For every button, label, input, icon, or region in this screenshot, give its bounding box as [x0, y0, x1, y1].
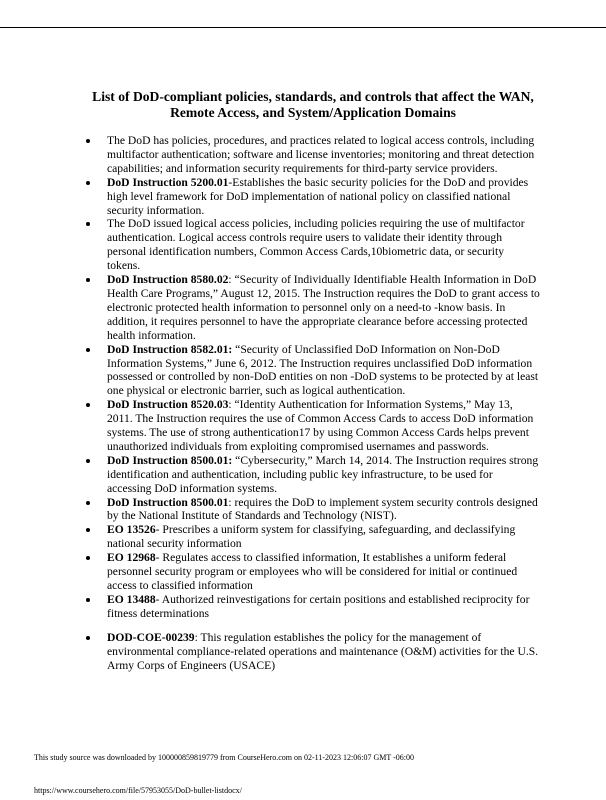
list-item [86, 593, 540, 621]
item-text: - Authorized reinvestigations for certain positions and established reciprocity for fitness determinations [107, 592, 530, 620]
list-item [86, 273, 540, 343]
list-item [86, 217, 540, 273]
bullet-icon [86, 598, 90, 602]
item-term: EO 12968 [107, 551, 156, 565]
list-item [86, 551, 540, 593]
item-term: EO 13488 [107, 592, 156, 606]
list-item [86, 631, 540, 673]
header-rule [0, 27, 606, 28]
item-text: : This regulation establishes the policy for the management of environmental compliance-related operations and maintenance (O&M) activities for the U.S. Army Corps of Engineers (USACE) [107, 630, 539, 672]
bullet-icon [86, 501, 90, 505]
item-text: : “Security of Individually Identifiable Health Information in DoD Health Care Programs,” August 12, 2015. The Instruction requires the DoD to grant access to electronic protected health information to personnel only on a need-to -know basis. In addition, it requires personnel to have the appropriate clearance before accessing protected health information. [107, 273, 540, 342]
bullet-icon [86, 348, 90, 352]
source-url: https://www.coursehero.com/file/57953055/DoD-bullet-listdocx/ [34, 786, 242, 795]
item-term: DoD Instruction 8500.01: [107, 453, 233, 467]
item-text: : “Identity Authentication for Information Systems,” May 13, 2011. The Instruction requires the use of Common Access Cards to access DoD information systems. The use of strong authentication17 by using Common Access Cards helps prevent unauthorized individuals from exploiting compromised usernames and passwords. [107, 398, 534, 453]
list-item [86, 496, 540, 524]
item-text: The DoD issued logical access policies, including policies requiring the use of multifactor authentication. Logical access controls require users to validate their identity through personal identification numbers, Common Access Cards,10biometric data, or security tokens. [107, 217, 525, 273]
bullet-icon [86, 556, 90, 560]
list-item [86, 176, 540, 218]
bullet-icon [86, 636, 90, 640]
bullet-icon [86, 222, 90, 226]
download-note: This study source was downloaded by 100000859819779 from CourseHero.com on 02-11-2023 12:06:07 GMT -06:00 [34, 753, 414, 762]
item-text: : requires the DoD to implement system security controls designed by the National Institute of Standards and Technology (NIST). [107, 495, 538, 523]
bullet-icon [86, 181, 90, 185]
list-item [86, 134, 540, 176]
item-term: DoD Instruction 8580.02 [107, 273, 229, 287]
item-term: DoD Instruction 8520.03 [107, 398, 229, 412]
item-text: “Security of Unclassified DoD Information on Non-DoD Information Systems,” June 6, 2012. The Instruction requires unclassified DoD information possessed or controlled by non-DoD entities on non -DoD systems to be protected by at least one physical or electronic barrier, such as logical authentication. [107, 342, 539, 398]
item-text: “Cybersecurity,” March 14, 2014. The Instruction requires strong identification and authentication, including public key infrastructure, to be used for accessing DoD information systems. [107, 453, 539, 495]
document-title: List of DoD-compliant policies, standards, and controls that affect the WAN, Remote Access, and System/Application Domains [92, 89, 534, 120]
bullet-icon [86, 528, 90, 532]
policy-list [86, 134, 540, 672]
bullet-icon [86, 459, 90, 463]
bullet-icon [86, 139, 90, 143]
bullet-icon [86, 278, 90, 282]
item-text: -Establishes the basic security policies for the DoD and provides high level framework for DoD implementation of national policy on classified national security information. [107, 175, 529, 217]
item-term: DOD-COE-00239 [107, 630, 195, 644]
list-item [86, 523, 540, 551]
list-item [86, 454, 540, 496]
item-term: DoD Instruction 5200.01 [107, 175, 229, 189]
item-text: - Regulates access to classified information, It establishes a uniform federal personnel security program or employees who will be considered for initial or continued access to classified information [107, 551, 518, 592]
item-text: The DoD has policies, procedures, and practices related to logical access controls, including multifactor authentication; software and license inventories; monitoring and threat detection capabilities; and information security requirements for third-party service providers. [107, 134, 535, 175]
item-term: DoD Instruction 8500.01 [107, 495, 229, 509]
list-item [86, 398, 540, 454]
item-text: - Prescribes a uniform system for classifying, safeguarding, and declassifying national security information [107, 523, 516, 551]
list-item [86, 343, 540, 399]
item-term: DoD Instruction 8582.01: [107, 342, 233, 356]
item-term: EO 13526 [107, 523, 156, 537]
bullet-icon [86, 403, 90, 407]
